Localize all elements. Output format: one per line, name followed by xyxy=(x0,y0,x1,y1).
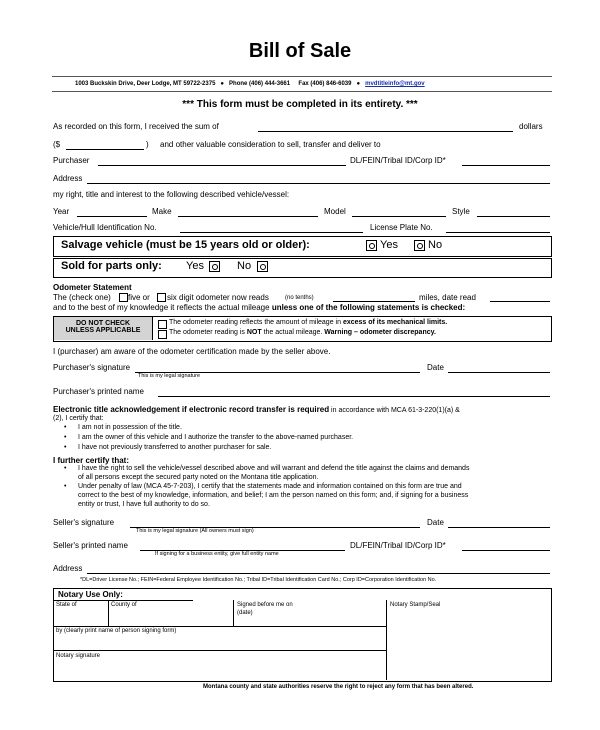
do-not-check-cell xyxy=(54,317,153,340)
five-digit-checkbox[interactable] xyxy=(119,293,128,302)
purchaser-printed-field[interactable] xyxy=(158,396,550,397)
style-field[interactable] xyxy=(477,216,550,217)
bullet-icon: • xyxy=(64,483,67,490)
plate-field[interactable] xyxy=(446,232,550,233)
fax-text: Fax (406) 846-6039 xyxy=(298,81,352,87)
email-link[interactable]: mvdtitleinfo@mt.gov xyxy=(365,81,425,87)
notary-heading: Notary Use Only: xyxy=(58,590,123,599)
certify-bullet-2-line3: entity or trust, I have full authority to do so. xyxy=(78,501,210,508)
purchaser-aware-text: I (purchaser) am aware of the odometer certification made by the seller above. xyxy=(53,347,331,356)
not-actual-text-a: The odometer reading is xyxy=(169,329,245,336)
certify-heading: I further certify that: xyxy=(53,456,130,465)
right-title-label: my right, title and interest to the following described vehicle/vessel: xyxy=(53,190,290,199)
seller-signature-label: Seller's signature xyxy=(53,518,115,527)
notary-stamp-label: Notary Stamp/Seal xyxy=(390,602,441,608)
parts-yes-checkbox[interactable] xyxy=(209,261,220,272)
no-tenths-label: (no tenths) xyxy=(285,295,314,301)
vin-label: Vehicle/Hull Identification No. xyxy=(53,223,157,232)
purchaser-address-field[interactable] xyxy=(87,183,550,184)
notary-date-label: (date) xyxy=(237,610,253,616)
purchaser-signature-label: Purchaser's signature xyxy=(53,363,131,372)
date-read-label: miles, date read xyxy=(419,293,476,302)
model-field[interactable] xyxy=(352,216,446,217)
discrepancy-warning: Warning – odometer discrepancy. xyxy=(324,329,436,336)
salvage-yes-checkbox[interactable] xyxy=(366,240,377,251)
seller-id-label: DL/FEIN/Tribal ID/Corp ID* xyxy=(350,541,446,550)
signer-name-label: by (clearly print name of person signing form) xyxy=(56,628,177,634)
salvage-no-checkbox[interactable] xyxy=(414,240,425,251)
seller-date-label: Date xyxy=(427,518,444,527)
parts-no-checkbox[interactable] xyxy=(257,261,268,272)
do-not-check-line1: DO NOT CHECK xyxy=(75,320,131,327)
mechanical-limits-checkbox[interactable] xyxy=(158,320,167,329)
model-label: Model xyxy=(324,207,346,216)
seller-id-field[interactable] xyxy=(462,550,550,551)
footer-notice: Montana county and state authorities reserve the right to reject any form that has been altered. xyxy=(203,684,474,690)
purchaser-label: Purchaser xyxy=(53,156,90,165)
date-read-field[interactable] xyxy=(490,301,550,302)
purchaser-id-label: DL/FEIN/Tribal ID/Corp ID* xyxy=(350,156,446,165)
seller-printed-label: Seller's printed name xyxy=(53,541,128,550)
purchaser-legal-sig-note: This is my legal signature xyxy=(138,373,201,379)
six-digit-checkbox[interactable] xyxy=(157,293,166,302)
not-actual-text-c: the actual mileage. xyxy=(263,329,323,336)
certify-bullet-1-line2: of all persons except the secured party noted on the Montana title application. xyxy=(78,474,319,481)
seller-legal-sig-note: This is my legal signature (All owners must sign) xyxy=(136,528,254,534)
parts-no-label: No xyxy=(237,260,252,272)
purchaser-address-label: Address xyxy=(53,174,83,183)
id-footnote: *DL=Driver License No.; FEIN=Federal Employee Identification No.; Tribal ID=Tribal Identification Card No.; Corp ID=Corporation Identification No. xyxy=(80,577,437,583)
not-actual-option xyxy=(169,329,436,336)
odometer-check-one: The (check one) xyxy=(53,293,111,302)
office-address: 1003 Buckskin Drive, Deer Lodge, MT 59722-2375 ● Phone (406) 444-3661 Fax (406) 846-6039 ● mvdtitleinfo@mt.gov xyxy=(75,81,425,87)
electronic-line xyxy=(53,405,460,414)
parts-label: Sold for parts only: xyxy=(61,260,162,272)
odometer-heading: Odometer Statement xyxy=(53,283,132,292)
six-digit-label: six digit odometer now reads xyxy=(167,293,269,302)
make-field[interactable] xyxy=(178,216,318,217)
notary-state-label: State of xyxy=(56,602,77,608)
sum-words-field[interactable] xyxy=(258,131,513,132)
page-title: Bill of Sale xyxy=(248,40,352,62)
received-sum-label: As recorded on this form, I received the sum of xyxy=(53,122,219,131)
bullet-icon: • xyxy=(64,465,67,472)
consideration-label: and other valuable consideration to sell, transfer and deliver to xyxy=(160,140,381,149)
purchaser-date-field[interactable] xyxy=(448,372,550,373)
do-not-check-line2: UNLESS APPLICABLE xyxy=(65,327,141,334)
five-digit-label: five or xyxy=(128,293,150,302)
paren-open: ($ xyxy=(53,140,61,149)
unless-checked-text: unless one of the following statements is checked: xyxy=(271,303,466,312)
purchaser-printed-label: Purchaser's printed name xyxy=(53,387,144,396)
business-entity-note: If signing for a business entity, give full entity name xyxy=(155,551,279,557)
certify-bullet-2-line2: correct to the best of my knowledge, information, and belief; I am the person named on this form; and, if signing for a business xyxy=(78,492,469,499)
actual-mileage-text: and to the best of my knowledge it reflects the actual mileage xyxy=(53,303,270,312)
purchaser-field[interactable] xyxy=(98,165,346,166)
notary-signature-label: Notary signature xyxy=(56,653,101,659)
salvage-no-label: No xyxy=(428,239,443,251)
year-field[interactable] xyxy=(77,216,147,217)
signed-before-label: Signed before me on xyxy=(237,602,293,608)
address-text: 1003 Buckskin Drive, Deer Lodge, MT 59722-2375 xyxy=(75,81,216,87)
purchaser-id-field[interactable] xyxy=(462,165,550,166)
completion-notice: *** This form must be completed in its entirety. *** xyxy=(182,99,418,110)
make-label: Make xyxy=(152,207,172,216)
not-bold-text: NOT xyxy=(246,329,262,336)
plate-label: License Plate No. xyxy=(370,223,433,232)
seller-address-field[interactable] xyxy=(87,573,550,574)
notary-county-label: County of xyxy=(111,602,137,608)
bullet-icon: • xyxy=(64,434,67,441)
salvage-yes-label: Yes xyxy=(380,239,398,251)
sum-amount-field[interactable] xyxy=(66,149,144,150)
odometer-actual-line xyxy=(53,303,465,312)
not-actual-checkbox[interactable] xyxy=(158,330,167,339)
salvage-label: Salvage vehicle (must be 15 years old or older): xyxy=(61,239,310,251)
seller-date-field[interactable] xyxy=(448,527,550,528)
mech-bold-text: excess of its mechanical limits. xyxy=(342,319,448,326)
odometer-reading-field[interactable] xyxy=(333,301,415,302)
mechanical-limits-option xyxy=(169,319,447,326)
bullet-icon: • xyxy=(64,444,67,451)
electronic-bullet-1: I am not in possession of the title. xyxy=(78,424,182,431)
vin-field[interactable] xyxy=(180,232,363,233)
certify-bullet-1-line1: I have the right to sell the vehicle/vessel described above and will warrant and defend the title against the claims and demands xyxy=(78,465,470,472)
electronic-heading: Electronic title acknowledgement if electronic record transfer is required xyxy=(53,405,330,414)
electronic-bullet-3: I have not previously transferred to another purchaser for sale. xyxy=(78,444,272,451)
certify-bullet-2-line1: Under penalty of law (MCA 45-7-203), I certify that the statements made and information contained on this form are true and xyxy=(78,483,462,490)
seller-address-label: Address xyxy=(53,564,83,573)
parts-yes-label: Yes xyxy=(186,260,204,272)
electronic-certify: (2), I certify that: xyxy=(53,415,104,422)
mech-text: The odometer reading reflects the amount of mileage in xyxy=(169,319,341,326)
bullet-icon: • xyxy=(64,424,67,431)
year-label: Year xyxy=(53,207,70,216)
paren-close: ) xyxy=(146,140,149,149)
dollars-label: dollars xyxy=(519,122,543,131)
phone-text: Phone (406) 444-3661 xyxy=(229,81,291,87)
purchaser-date-label: Date xyxy=(427,363,444,372)
electronic-bullet-2: I am the owner of this vehicle and I authorize the transfer to the above-named purchaser. xyxy=(78,434,354,441)
electronic-tail: in accordance with MCA 61-3-220(1)(a) & xyxy=(331,407,460,414)
style-label: Style xyxy=(452,207,470,216)
